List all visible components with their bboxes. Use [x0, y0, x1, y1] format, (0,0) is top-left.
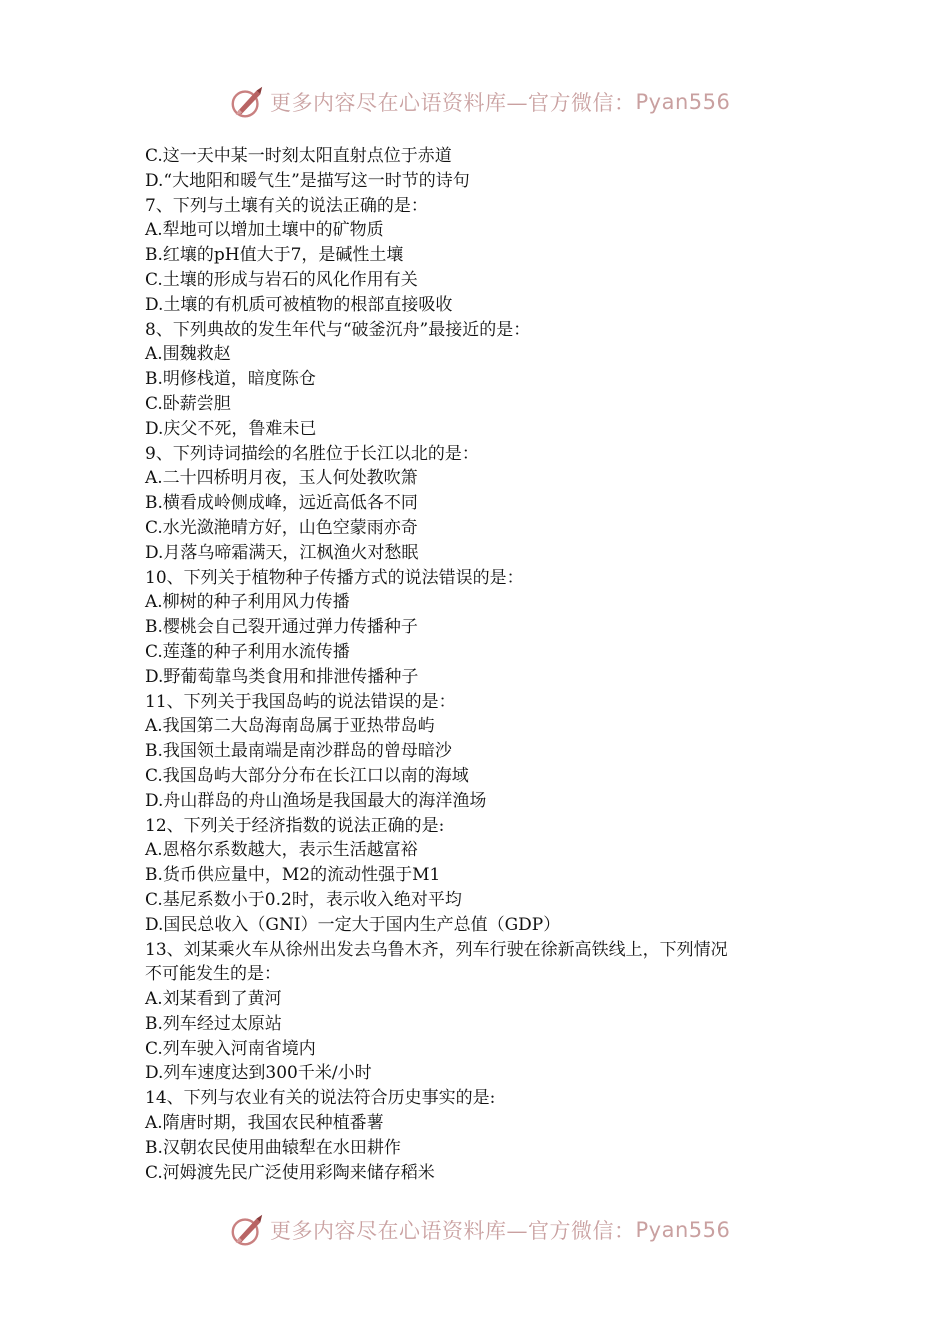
text-line: C.我国岛屿大部分分布在长江口以南的海域: [145, 765, 469, 786]
pen-logo-icon: [228, 83, 266, 121]
text-line: A.柳树的种子利用风力传播: [145, 592, 350, 613]
banner-text: 更多内容尽在心语资料库—官方微信：: [270, 91, 636, 115]
text-line: B.汉朝农民使用曲辕犁在水田耕作: [145, 1137, 401, 1158]
text-line: D.“大地阳和暖气生”是描写这一时节的诗句: [145, 170, 470, 191]
question-7-stem: 7、下列与土壤有关的说法正确的是：: [145, 195, 428, 216]
text-line: D.野葡萄靠鸟类食用和排泄传播种子: [145, 666, 419, 687]
text-line: B.明修栈道，暗度陈仓: [145, 369, 316, 390]
text-line: D.庆父不死，鲁难未已: [145, 418, 317, 439]
text-line: C.基尼系数小于0.2时，表示收入绝对平均: [145, 889, 462, 910]
footer-watermark-banner: [228, 1208, 748, 1252]
text-line: C.卧薪尝胆: [145, 393, 231, 414]
text-line: C.莲蓬的种子利用水流传播: [145, 641, 350, 662]
pen-logo-icon: [228, 1211, 266, 1249]
text-line: C.土壤的形成与岩石的风化作用有关: [145, 269, 418, 290]
text-line: B.列车经过太原站: [145, 1013, 282, 1034]
text-line: C.水光潋滟晴方好，山色空蒙雨亦奇: [145, 517, 418, 538]
text-line: C.这一天中某一时刻太阳直射点位于赤道: [145, 146, 452, 166]
question-13-stem: 13、刘某乘火车从徐州出发去乌鲁木齐，列车行驶在徐新高铁线上，下列情况: [145, 939, 728, 960]
text-line: A.围魏救赵: [145, 344, 231, 365]
text-line: B.红壤的pH值大于7，是碱性土壤: [145, 245, 404, 266]
banner-wechat-id: Pyan556: [635, 90, 731, 114]
text-line: D.国民总收入（GNI）一定大于国内生产总值（GDP）: [145, 914, 561, 935]
text-line: D.列车速度达到300千米/小时: [145, 1063, 372, 1084]
text-line: D.土壤的有机质可被植物的根部直接吸收: [145, 294, 453, 315]
text-line: B.樱桃会自己裂开通过弹力传播种子: [145, 617, 418, 638]
text-line: A.隋唐时期，我国农民种植番薯: [145, 1113, 384, 1134]
text-line: C.河姆渡先民广泛使用彩陶来储存稻米: [145, 1162, 435, 1183]
question-11-stem: 11、下列关于我国岛屿的说法错误的是：: [145, 691, 456, 712]
banner-text: 更多内容尽在心语资料库—官方微信：: [270, 1219, 636, 1243]
text-line: D.舟山群岛的舟山渔场是我国最大的海洋渔场: [145, 790, 487, 811]
question-9-stem: 9、下列诗词描绘的名胜位于长江以北的是：: [145, 443, 479, 464]
text-line: A.二十四桥明月夜，玉人何处教吹箫: [145, 468, 418, 489]
text-line: 不可能发生的是：: [145, 964, 281, 985]
text-line: D.月落乌啼霜满天，江枫渔火对愁眠: [145, 542, 419, 563]
text-line: B.我国领土最南端是南沙群岛的曾母暗沙: [145, 741, 452, 762]
text-line: B.货币供应量中，M2的流动性强于M1: [145, 865, 441, 886]
question-text-block: [145, 144, 825, 1185]
question-8-stem: 8、下列典故的发生年代与“破釜沉舟”最接近的是：: [145, 319, 531, 340]
header-watermark-banner: [228, 80, 748, 124]
text-line: B.横看成岭侧成峰，远近高低各不同: [145, 493, 418, 514]
text-line: C.列车驶入河南省境内: [145, 1038, 316, 1059]
text-line: A.我国第二大岛海南岛属于亚热带岛屿: [145, 716, 435, 737]
question-12-stem: 12、下列关于经济指数的说法正确的是:: [145, 815, 445, 836]
question-14-stem: 14、下列与农业有关的说法符合历史事实的是:: [145, 1088, 496, 1109]
text-line: A.刘某看到了黄河: [145, 989, 282, 1010]
banner-wechat-id: Pyan556: [635, 1218, 731, 1242]
text-line: A.犁地可以增加土壤中的矿物质: [145, 220, 384, 241]
question-10-stem: 10、下列关于植物种子传播方式的说法错误的是：: [145, 567, 524, 588]
text-line: A.恩格尔系数越大，表示生活越富裕: [145, 840, 418, 861]
